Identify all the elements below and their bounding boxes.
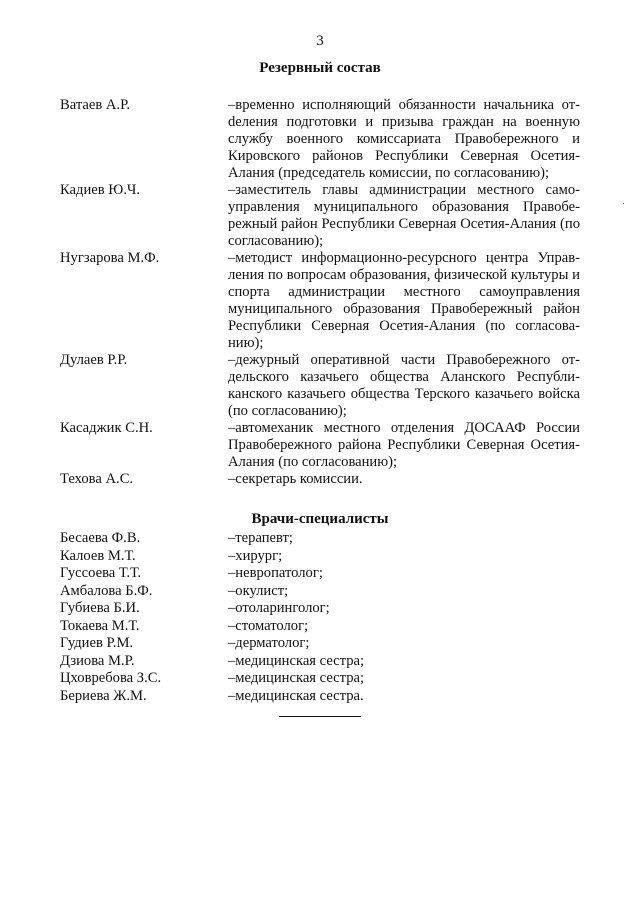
- member-name: Техова А.С.: [60, 471, 134, 487]
- doctor-name: Токаева М.Т.: [60, 617, 140, 634]
- doctor-role: –медицинская сестра.: [228, 687, 364, 704]
- member-name: Нугзарова М.Ф.: [60, 250, 160, 266]
- page-number: 3: [316, 33, 324, 49]
- doctor-name: Бесаева Ф.В.: [60, 530, 141, 546]
- doctor-role: –медицинская сестра;: [228, 652, 365, 669]
- doctors-list: [60, 530, 580, 705]
- end-separator-line: [279, 716, 361, 717]
- reserve-section-title: Резервный состав: [259, 60, 381, 76]
- doctor-role: –стоматолог;: [228, 617, 309, 634]
- member-name: Касаджик С.Н.: [60, 420, 153, 436]
- doctor-name: Цховребова З.С.: [60, 670, 162, 686]
- scan-speck: [623, 203, 624, 204]
- doctor-role: –терапевт;: [228, 530, 293, 546]
- member-role: –заместитель главы администрации местного самоуправления муниципального образования Правобережный район Республики Северная Осетия-Алания (по согласованию);: [228, 182, 580, 249]
- member-name: Ватаев А.Р.: [60, 97, 131, 113]
- doctor-name: Амбалова Б.Ф.: [60, 582, 153, 599]
- member-role: –автомеханик местного отделения ДОСААФ России Правобережного района Республики Северная Осетия-Алания (по согласованию);: [228, 420, 580, 470]
- member-role: –временно исполняющий обязанности начальника отdеления подготовки и призыва граждан на военную службу военного комиссариата Правобережного и Кировского районов Республики Северная Осетия-Алания (председатель комиссии, по согласованию);: [228, 97, 580, 181]
- doctor-name: Гуссоева Т.Т.: [60, 565, 142, 581]
- doctor-role: –невропатолог;: [228, 565, 323, 581]
- doctor-name: Дзиова М.Р.: [60, 652, 135, 669]
- doctors-section-title: Врачи-специалисты: [251, 511, 389, 527]
- member-role: –методист информационно-ресурсного центра Управления по вопросам образования, физической культуры и спорта администрации местного самоуправления муниципального образования Правобережный район Республики Северная Осетия-Алания (по согласованию);: [228, 250, 580, 351]
- doctor-name: Бериева Ж.М.: [60, 687, 147, 704]
- doctor-role: –дерматолог;: [228, 635, 310, 651]
- member-name: Дулаев Р.Р.: [60, 352, 128, 368]
- member-role: –секретарь комиссии.: [228, 471, 363, 487]
- doctor-name: Губиева Б.И.: [60, 600, 140, 616]
- doctor-role: –хирург;: [228, 547, 283, 564]
- doctor-role: –отоларинголог;: [228, 600, 330, 616]
- doctor-role: –медицинская сестра;: [228, 670, 365, 686]
- doctor-name: Калоев М.Т.: [60, 547, 136, 564]
- doctor-name: Гудиев Р.М.: [60, 635, 134, 651]
- doctor-role: –окулист;: [228, 582, 289, 599]
- member-name: Кадиев Ю.Ч.: [60, 182, 141, 198]
- member-role: –дежурный оперативной части Правобережного отдельского казачьего общества Аланского Республиканского казачьего общества Терского казачьего войска (по согласованию);: [228, 352, 580, 419]
- reserve-members-list: [60, 97, 580, 488]
